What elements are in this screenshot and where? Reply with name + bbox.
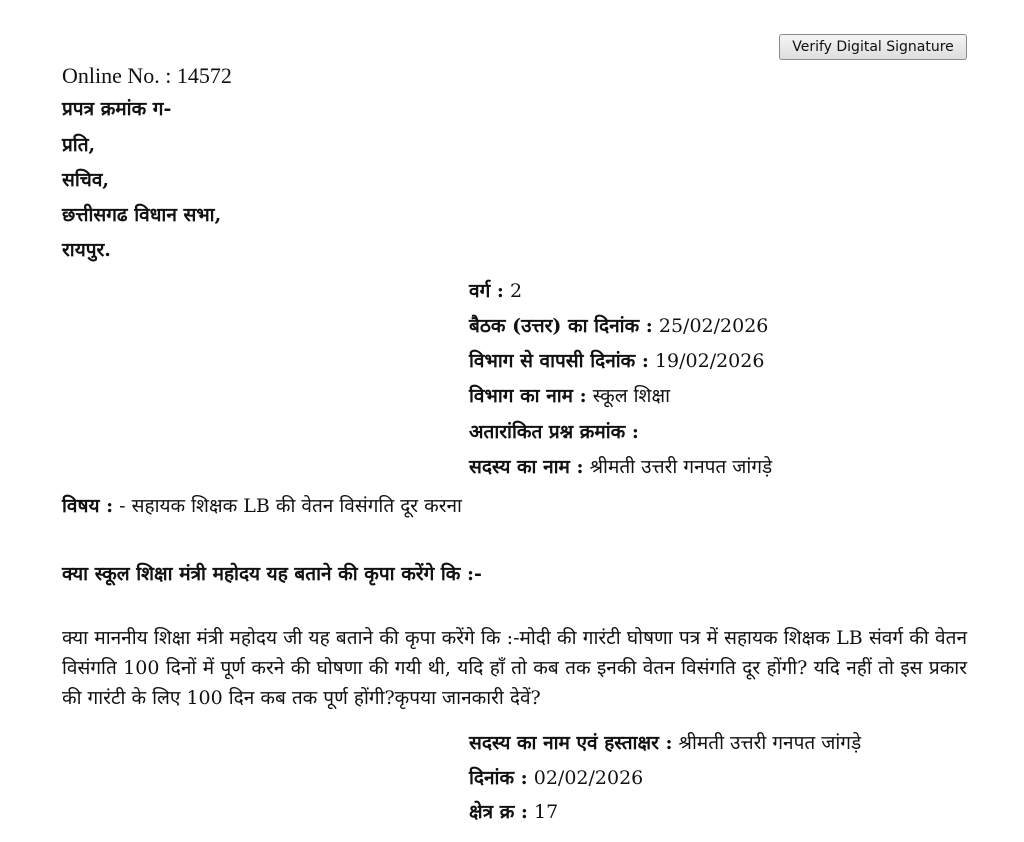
form-number: प्रपत्र क्रमांक ग- — [62, 98, 172, 120]
footer-sign-value: श्रीमती उत्तरी गनपत जांगड़े — [678, 732, 862, 754]
addressee-vidhan-sabha: छत्तीसगढ विधान सभा, — [62, 204, 222, 226]
meta-sadasya — [469, 455, 772, 479]
meta-varg-value: 2 — [509, 280, 523, 302]
meta-vibhag-value: स्कूल शिक्षा — [592, 385, 671, 407]
meta-baithak-label: बैठक (उत्तर) का दिनांक : — [469, 315, 653, 337]
footer-date — [469, 766, 643, 790]
meta-prashna-kramank — [469, 420, 639, 444]
meta-sadasya-label: सदस्य का नाम : — [469, 456, 584, 478]
subject-label: विषय : — [62, 495, 114, 517]
footer-sign-label: सदस्य का नाम एवं हस्ताक्षर : — [469, 732, 673, 754]
meta-sadasya-value: श्रीमती उत्तरी गनपत जांगड़े — [589, 456, 773, 478]
meta-vapsi-label: विभाग से वापसी दिनांक : — [469, 350, 649, 372]
subject-value: - सहायक शिक्षक LB की वेतन विसंगति दूर करना — [119, 495, 462, 517]
meta-vapsi-value: 19/02/2026 — [654, 350, 765, 372]
meta-varg — [469, 279, 522, 303]
addressee-prati: प्रति, — [62, 134, 96, 156]
meta-baithak-value: 25/02/2026 — [658, 315, 769, 337]
verify-digital-signature-button[interactable]: Verify Digital Signature — [779, 34, 967, 60]
question-heading: क्या स्कूल शिक्षा मंत्री महोदय यह बताने की कृपा करेंगे कि :- — [62, 563, 482, 585]
meta-baithak-date — [469, 314, 768, 338]
addressee-city: रायपुर. — [62, 239, 111, 261]
meta-vapsi-date — [469, 349, 764, 373]
question-body: क्या माननीय शिक्षा मंत्री महोदय जी यह बताने की कृपा करेंगे कि :-मोदी की गारंटी घोषणा पत्र में सहायक शिक्षक LB संवर्ग की वेतन विसंगति 100 दिनों में पूर्ण करने की घोषणा की गयी थी, यदि हाँ तो कब तक इनकी वेतन विसंगति दूर होंगी? यदि नहीं तो इस प्रकार की गारंटी के लिए 100 दिन कब तक पूर्ण होंगी?कृपया जानकारी देवें? — [62, 627, 967, 709]
subject-line — [62, 494, 462, 518]
addressee-sachiv: सचिव, — [62, 169, 110, 191]
footer-kshetra-value: 17 — [534, 801, 559, 823]
footer-kshetra-label: क्षेत्र क्र : — [469, 801, 528, 823]
online-number: Online No. : 14572 — [62, 63, 232, 88]
meta-vibhag — [469, 384, 670, 408]
meta-varg-label: वर्ग : — [469, 280, 504, 302]
meta-vibhag-label: विभाग का नाम : — [469, 385, 587, 407]
footer-signature — [469, 731, 861, 755]
footer-kshetra — [469, 800, 558, 824]
meta-prashna-label: अतारांकित प्रश्न क्रमांक : — [469, 421, 639, 443]
footer-date-label: दिनांक : — [469, 767, 528, 789]
footer-date-value: 02/02/2026 — [533, 767, 644, 789]
